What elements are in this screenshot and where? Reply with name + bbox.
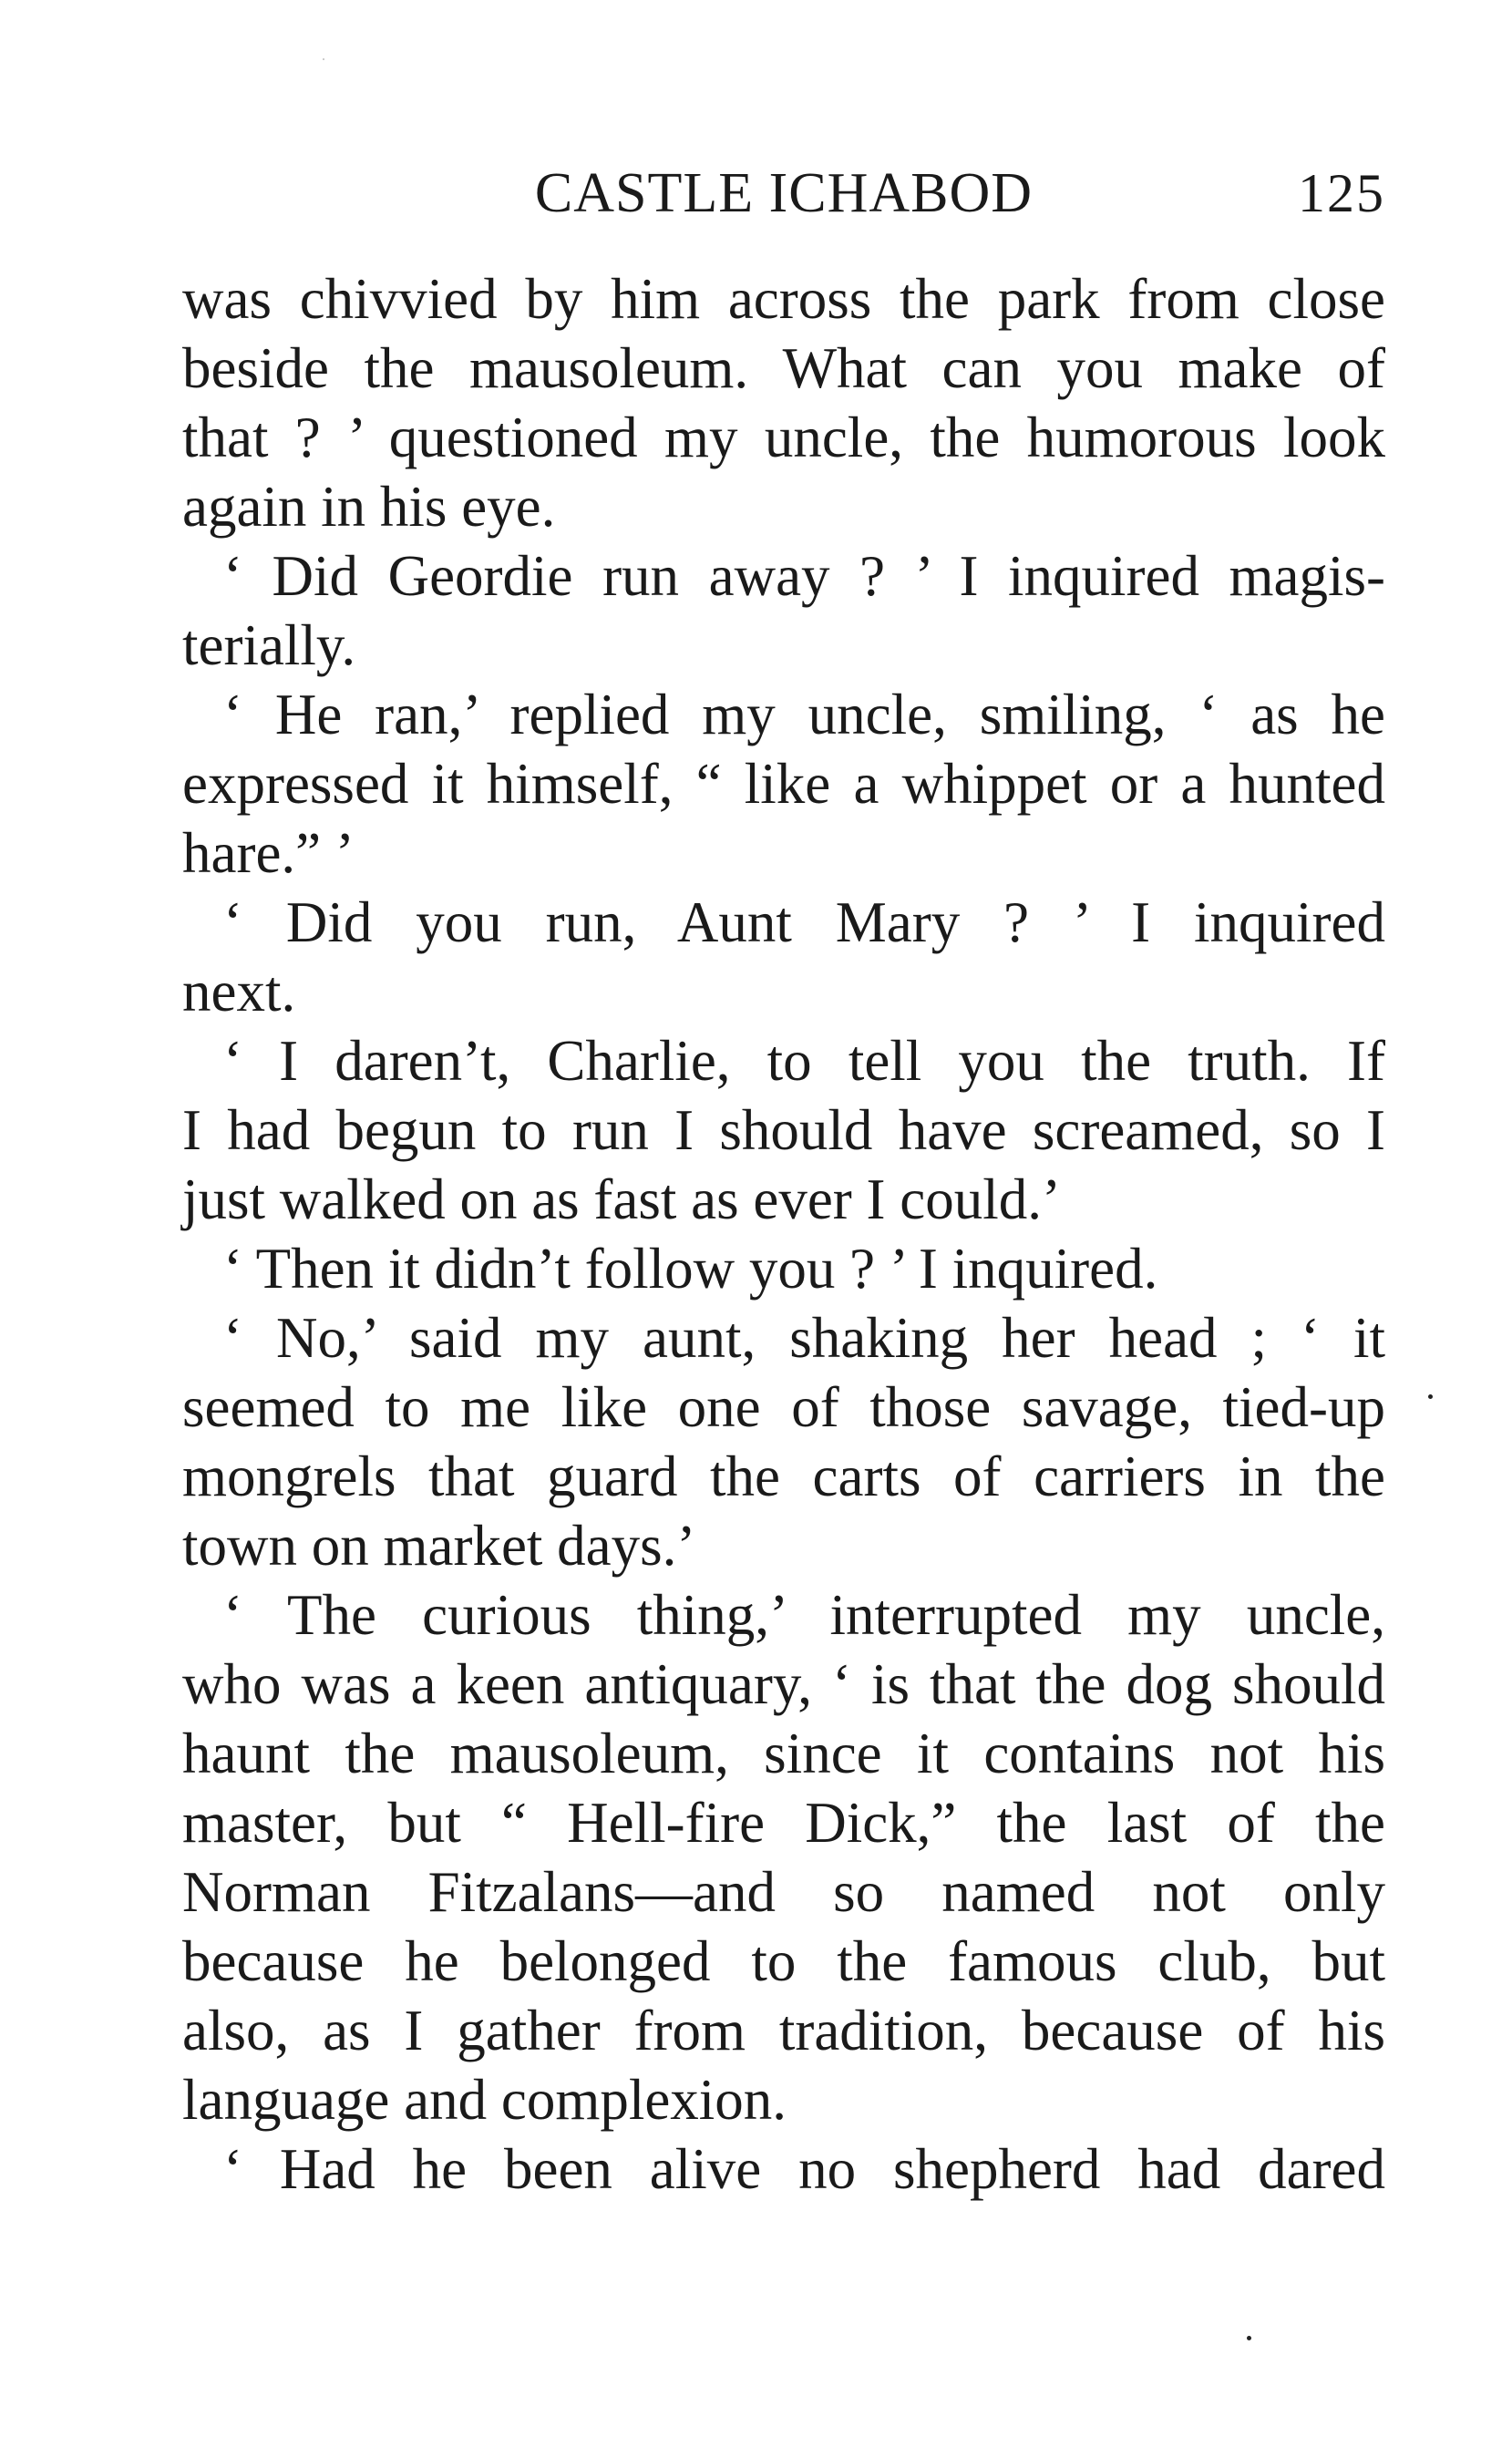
text-line: language and complexion.	[182, 2068, 787, 2132]
ink-speck	[1428, 1394, 1433, 1399]
text-line: also, as I gather from tradition, because of his	[182, 1999, 1385, 2062]
running-head	[182, 157, 1385, 230]
text-line: next.	[182, 960, 296, 1023]
text-line: I had begun to run I should have screamed, so I	[182, 1098, 1385, 1162]
body-text	[182, 264, 1385, 2204]
page-number: 125	[1298, 163, 1385, 223]
text-line: ‘ The curious thing,’ interrupted my uncle,	[223, 1583, 1385, 1647]
text-line: haunt the mausoleum, since it contains not his	[182, 1722, 1385, 1785]
text-line: ‘ Did Geordie run away ? ’ I inquired magis-	[223, 544, 1385, 608]
text-line: because he belonged to the famous club, but	[182, 1929, 1385, 1993]
text-line: expressed it himself, “ like a whippet or a hunted	[182, 752, 1385, 816]
text-line: beside the mausoleum. What can you make of	[182, 336, 1385, 400]
text-line: seemed to me like one of those savage, tied-up	[182, 1375, 1385, 1439]
text-line: again in his eye.	[182, 475, 556, 539]
text-line: ‘ Then it didn’t follow you ? ’ I inquired.	[223, 1237, 1158, 1301]
text-line: ‘ Did you run, Aunt Mary ? ’ I inquired	[223, 890, 1385, 954]
text-line: ‘ No,’ said my aunt, shaking her head ; ‘ it	[223, 1306, 1385, 1370]
text-line: town on market days.’	[182, 1514, 696, 1578]
running-title: CASTLE ICHABOD	[534, 162, 1034, 224]
text-line: terially.	[182, 613, 356, 677]
ink-speck	[1247, 2336, 1251, 2340]
text-line: just walked on as fast as ever I could.’	[182, 1167, 1061, 1231]
text-line: ‘ He ran,’ replied my uncle, smiling, ‘ as he	[223, 683, 1385, 746]
text-line: that ? ’ questioned my uncle, the humorous look	[182, 406, 1385, 469]
text-line: ‘ Had he been alive no shepherd had dared	[223, 2137, 1385, 2201]
text-line: hare.” ’	[182, 821, 355, 885]
ink-speck	[323, 58, 324, 60]
text-line: Norman Fitzalans—and so named not only	[182, 1860, 1385, 1924]
text-line: master, but “ Hell-fire Dick,” the last of the	[182, 1791, 1385, 1855]
text-line: mongrels that guard the carts of carriers in the	[182, 1445, 1385, 1508]
text-line: was chivvied by him across the park from close	[182, 267, 1385, 331]
text-line: ‘ I daren’t, Charlie, to tell you the truth. If	[223, 1029, 1385, 1093]
text-line: who was a keen antiquary, ‘ is that the dog should	[182, 1652, 1385, 1716]
